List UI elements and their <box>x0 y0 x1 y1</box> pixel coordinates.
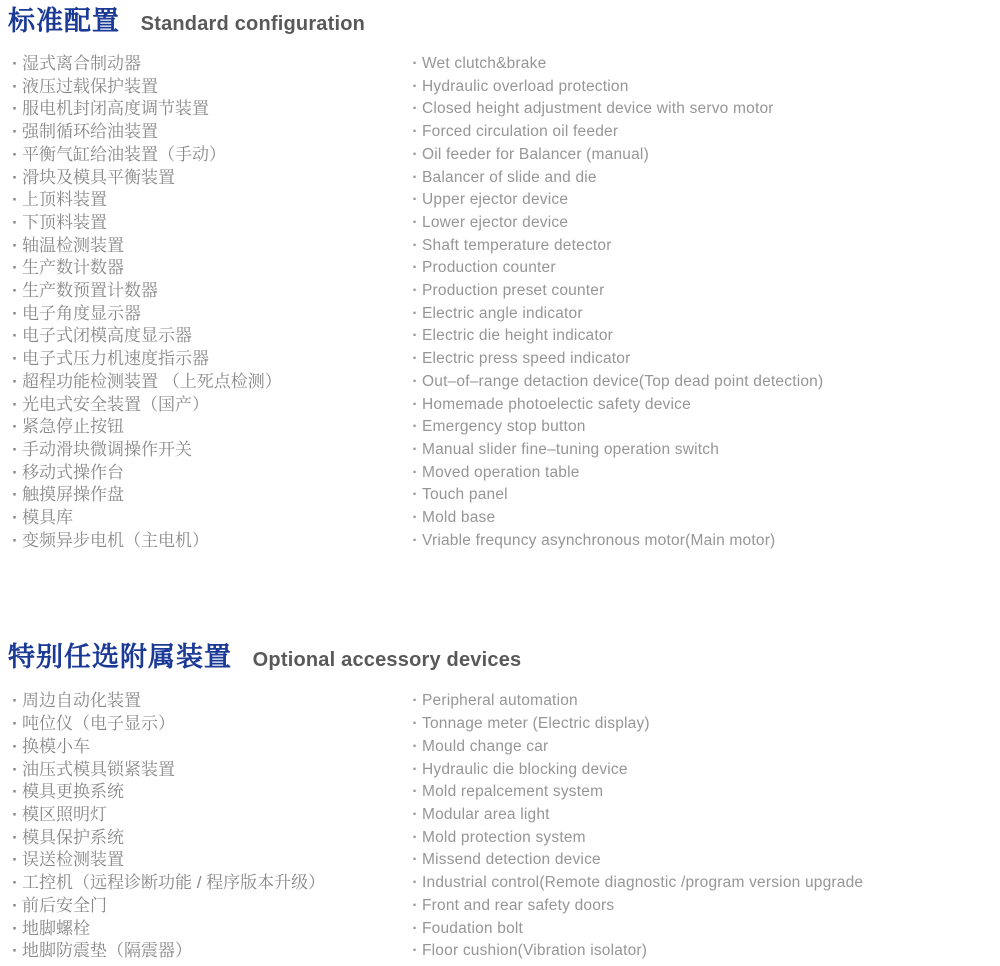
bullet-icon: · <box>412 509 418 527</box>
bullet-icon: · <box>412 55 418 72</box>
list-item <box>408 144 1000 167</box>
standard-configuration-list-en <box>408 53 1000 552</box>
standard-configuration-list-zh <box>8 53 408 552</box>
list-item <box>408 759 1000 782</box>
list-item-label: Production preset counter <box>422 282 605 300</box>
list-item-label: 前后安全门 <box>22 895 107 915</box>
bullet-icon: · <box>412 874 418 892</box>
list-item <box>8 303 408 326</box>
bullet-icon: · <box>12 235 18 255</box>
bullet-icon: · <box>412 123 418 141</box>
bullet-icon: · <box>412 851 418 869</box>
list-item <box>8 849 408 872</box>
list-item-label: 油压式模具锁紧装置 <box>22 759 175 779</box>
section-title-zh: 标准配置 <box>8 6 120 36</box>
list-item-label: 模具更换系统 <box>22 782 124 802</box>
bullet-icon: · <box>12 714 18 734</box>
list-item-label: 电子角度显示器 <box>22 303 141 323</box>
list-item-label: 模区照明灯 <box>22 804 107 824</box>
bullet-icon: · <box>412 418 418 436</box>
list-item-label: 手动滑块微调操作开关 <box>22 439 192 459</box>
list-item-label: Hydraulic die blocking device <box>422 760 628 778</box>
bullet-icon: · <box>12 212 18 232</box>
list-item <box>8 167 408 190</box>
list-item-label: Mold protection system <box>422 828 586 846</box>
list-item-label: 液压过载保护装置 <box>22 76 158 96</box>
list-item-label: 移动式操作台 <box>22 462 124 482</box>
bullet-icon: · <box>12 485 18 505</box>
bullet-icon: · <box>12 326 18 346</box>
list-item-label: 平衡气缸给油装置（手动） <box>22 144 226 164</box>
list-item-label: Modular area light <box>422 805 550 823</box>
list-item <box>8 439 408 462</box>
bullet-icon: · <box>412 463 418 481</box>
bullet-icon: · <box>12 462 18 482</box>
bullet-icon: · <box>12 76 18 96</box>
list-item-label: Mold repalcement system <box>422 783 604 801</box>
list-item-label: 模具保护系统 <box>22 827 124 847</box>
bullet-icon: · <box>412 760 418 778</box>
list-item-label: 吨位仪（电子显示） <box>22 714 175 734</box>
list-item <box>8 416 408 439</box>
list-item-label: 模具库 <box>22 508 73 528</box>
list-item-label: Hydraulic overload protection <box>422 77 629 95</box>
section-header <box>8 0 1000 40</box>
bullet-icon: · <box>12 439 18 459</box>
list-item <box>408 416 1000 439</box>
optional-accessory-list-en <box>408 690 1000 962</box>
list-item-label: Closed height adjustment device with servo motor <box>422 100 774 118</box>
list-item-label: Oil feeder for Balancer (manual) <box>422 145 649 163</box>
list-item-label: 湿式离合制动器 <box>22 54 141 73</box>
bullet-icon: · <box>12 303 18 323</box>
bullet-icon: · <box>12 736 18 756</box>
list-item <box>8 189 408 212</box>
bullet-icon: · <box>12 258 18 278</box>
bullet-icon: · <box>412 213 418 231</box>
list-item <box>408 167 1000 190</box>
list-item-label: 生产数计数器 <box>22 258 124 278</box>
bullet-icon: · <box>412 896 418 914</box>
bullet-icon: · <box>12 918 18 938</box>
list-item-label: Emergency stop button <box>422 418 586 436</box>
list-item-label: Mold base <box>422 509 496 527</box>
list-item <box>8 895 408 918</box>
list-item <box>408 736 1000 759</box>
list-item-label: Industrial control(Remote diagnostic /program version upgrade <box>422 874 864 892</box>
list-item-label: 上顶料装置 <box>22 190 107 210</box>
list-item-label: 服电机封闭高度调节装置 <box>22 99 209 119</box>
bullet-icon: · <box>12 804 18 824</box>
bullet-icon: · <box>412 100 418 118</box>
list-item-label: 电子式闭模高度显示器 <box>22 326 192 346</box>
bullet-icon: · <box>412 236 418 254</box>
list-item <box>408 53 1000 76</box>
list-item-label: 误送检测装置 <box>22 850 124 870</box>
list-item-label: 周边自动化装置 <box>22 691 141 711</box>
bullet-icon: · <box>12 850 18 870</box>
list-item <box>408 121 1000 144</box>
list-item-label: Vriable frequncy asynchronous motor(Main motor) <box>422 531 776 549</box>
list-item <box>8 507 408 530</box>
section-header <box>8 641 1000 676</box>
list-item <box>408 439 1000 462</box>
list-item-label: 换模小车 <box>22 736 90 756</box>
bullet-icon: · <box>12 122 18 142</box>
bullet-icon: · <box>12 782 18 802</box>
list-item <box>8 872 408 895</box>
bullet-icon: · <box>12 895 18 915</box>
list-item <box>408 235 1000 258</box>
bullet-icon: · <box>412 282 418 300</box>
bullet-icon: · <box>12 349 18 369</box>
bullet-icon: · <box>12 873 18 893</box>
list-item-label: Electric press speed indicator <box>422 350 631 368</box>
bullet-icon: · <box>12 394 18 414</box>
list-item-label: Out–of–range detaction device(Top dead point detection) <box>422 372 824 390</box>
list-item-label: Front and rear safety doors <box>422 896 615 914</box>
list-item-label: 强制循环给油装置 <box>22 122 158 142</box>
bullet-icon: · <box>12 371 18 391</box>
bullet-icon: · <box>412 440 418 458</box>
list-item-label: Wet clutch&brake <box>422 55 547 72</box>
bullet-icon: · <box>412 350 418 368</box>
bullet-icon: · <box>412 372 418 390</box>
list-item <box>8 98 408 121</box>
list-item-label: 工控机（远程诊断功能 / 程序版本升级） <box>22 873 326 893</box>
list-item <box>8 781 408 804</box>
section-standard-configuration <box>8 0 1000 552</box>
list-item <box>408 348 1000 371</box>
list-item-label: 触摸屏操作盘 <box>22 485 124 505</box>
list-item <box>408 918 1000 941</box>
bullet-icon: · <box>412 737 418 755</box>
bullet-icon: · <box>412 486 418 504</box>
list-item <box>8 940 408 963</box>
bullet-icon: · <box>12 99 18 119</box>
list-item <box>8 212 408 235</box>
list-item <box>8 759 408 782</box>
list-item-label: Electric angle indicator <box>422 304 583 322</box>
list-item-label: Mould change car <box>422 737 549 755</box>
list-item <box>408 462 1000 485</box>
list-item <box>408 325 1000 348</box>
list-item <box>408 849 1000 872</box>
bullet-icon: · <box>412 327 418 345</box>
list-item <box>408 303 1000 326</box>
bullet-icon: · <box>12 530 18 550</box>
list-item <box>8 484 408 507</box>
list-item <box>8 918 408 941</box>
list-item-label: Floor cushion(Vibration isolator) <box>422 942 648 960</box>
list-item-label: Forced circulation oil feeder <box>422 123 619 141</box>
list-item <box>408 98 1000 121</box>
list-item-label: Lower ejector device <box>422 213 569 231</box>
bullet-icon: · <box>412 919 418 937</box>
list-item <box>8 736 408 759</box>
bullet-icon: · <box>12 190 18 210</box>
list-item <box>408 872 1000 895</box>
bullet-icon: · <box>12 827 18 847</box>
bullet-icon: · <box>412 259 418 277</box>
list-item <box>408 690 1000 713</box>
list-item <box>8 76 408 99</box>
list-item-label: Balancer of slide and die <box>422 168 597 186</box>
section-optional-accessory-devices <box>8 641 1000 962</box>
list-item-label: 电子式压力机速度指示器 <box>22 349 209 369</box>
list-item <box>8 144 408 167</box>
bullet-icon: · <box>412 191 418 209</box>
list-item-label: 超程功能检测装置 （上死点检测） <box>22 371 282 391</box>
list-item <box>8 257 408 280</box>
list-item-label: 滑块及模具平衡装置 <box>22 167 175 187</box>
list-item <box>8 235 408 258</box>
list-item <box>408 804 1000 827</box>
bullet-icon: · <box>412 531 418 549</box>
list-item <box>408 212 1000 235</box>
list-item <box>408 394 1000 417</box>
list-item <box>408 507 1000 530</box>
list-item <box>8 280 408 303</box>
bullet-icon: · <box>412 145 418 163</box>
list-item <box>8 371 408 394</box>
list-item <box>8 325 408 348</box>
bullet-icon: · <box>412 692 418 710</box>
list-item-label: Foudation bolt <box>422 919 524 937</box>
list-item-label: Shaft temperature detector <box>422 236 612 254</box>
list-item <box>8 53 408 76</box>
list-item-label: Peripheral automation <box>422 692 578 710</box>
list-item <box>408 189 1000 212</box>
list-item-label: Homemade photoelectic safety device <box>422 395 691 413</box>
list-item <box>8 348 408 371</box>
list-item-label: Manual slider fine–tuning operation switch <box>422 440 720 458</box>
list-item <box>8 121 408 144</box>
list-item <box>408 257 1000 280</box>
list-item <box>408 895 1000 918</box>
bullet-icon: · <box>12 691 18 711</box>
bullet-icon: · <box>12 54 18 73</box>
bullet-icon: · <box>412 942 418 960</box>
list-item <box>8 713 408 736</box>
list-item <box>408 940 1000 963</box>
list-item-label: 光电式安全装置（国产） <box>22 394 209 414</box>
list-item <box>8 804 408 827</box>
list-item <box>8 827 408 850</box>
list-item <box>8 462 408 485</box>
list-item <box>408 280 1000 303</box>
bullet-icon: · <box>412 304 418 322</box>
optional-accessory-list-zh <box>8 690 408 962</box>
list-item <box>408 371 1000 394</box>
bullet-icon: · <box>412 168 418 186</box>
list-item-label: Moved operation table <box>422 463 580 481</box>
bullet-icon: · <box>412 395 418 413</box>
list-item-label: 地脚螺栓 <box>22 918 90 938</box>
section-title-en: Standard configuration <box>140 13 366 35</box>
list-item <box>408 530 1000 553</box>
bullet-icon: · <box>412 805 418 823</box>
optional-accessory-lists <box>8 690 1000 962</box>
section-title-en: Optional accessory devices <box>252 649 522 672</box>
bullet-icon: · <box>412 828 418 846</box>
list-item-label: Electric die height indicator <box>422 327 614 345</box>
bullet-icon: · <box>412 77 418 95</box>
section-title-zh: 特别任选附属装置 <box>8 642 232 673</box>
list-item <box>8 690 408 713</box>
bullet-icon: · <box>12 167 18 187</box>
list-item-label: 变频异步电机（主电机） <box>22 530 209 550</box>
bullet-icon: · <box>12 281 18 301</box>
bullet-icon: · <box>12 759 18 779</box>
list-item <box>8 530 408 553</box>
list-item-label: Touch panel <box>422 486 508 504</box>
list-item <box>408 713 1000 736</box>
list-item-label: Upper ejector device <box>422 191 569 209</box>
bullet-icon: · <box>12 144 18 164</box>
bullet-icon: · <box>12 508 18 528</box>
list-item-label: Tonnage meter (Electric display) <box>422 715 650 733</box>
list-item-label: 地脚防震垫（隔震器） <box>22 941 192 961</box>
list-item <box>8 394 408 417</box>
list-item-label: 轴温检测装置 <box>22 235 124 255</box>
bullet-icon: · <box>12 417 18 437</box>
list-item-label: 紧急停止按钮 <box>22 417 124 437</box>
list-item <box>408 484 1000 507</box>
standard-configuration-lists <box>8 53 1000 552</box>
list-item-label: 生产数预置计数器 <box>22 281 158 301</box>
bullet-icon: · <box>12 941 18 961</box>
list-item-label: 下顶料装置 <box>22 212 107 232</box>
bullet-icon: · <box>412 783 418 801</box>
list-item-label: Production counter <box>422 259 556 277</box>
list-item <box>408 76 1000 99</box>
list-item <box>408 827 1000 850</box>
list-item-label: Missend detection device <box>422 851 601 869</box>
bullet-icon: · <box>412 715 418 733</box>
list-item <box>408 781 1000 804</box>
